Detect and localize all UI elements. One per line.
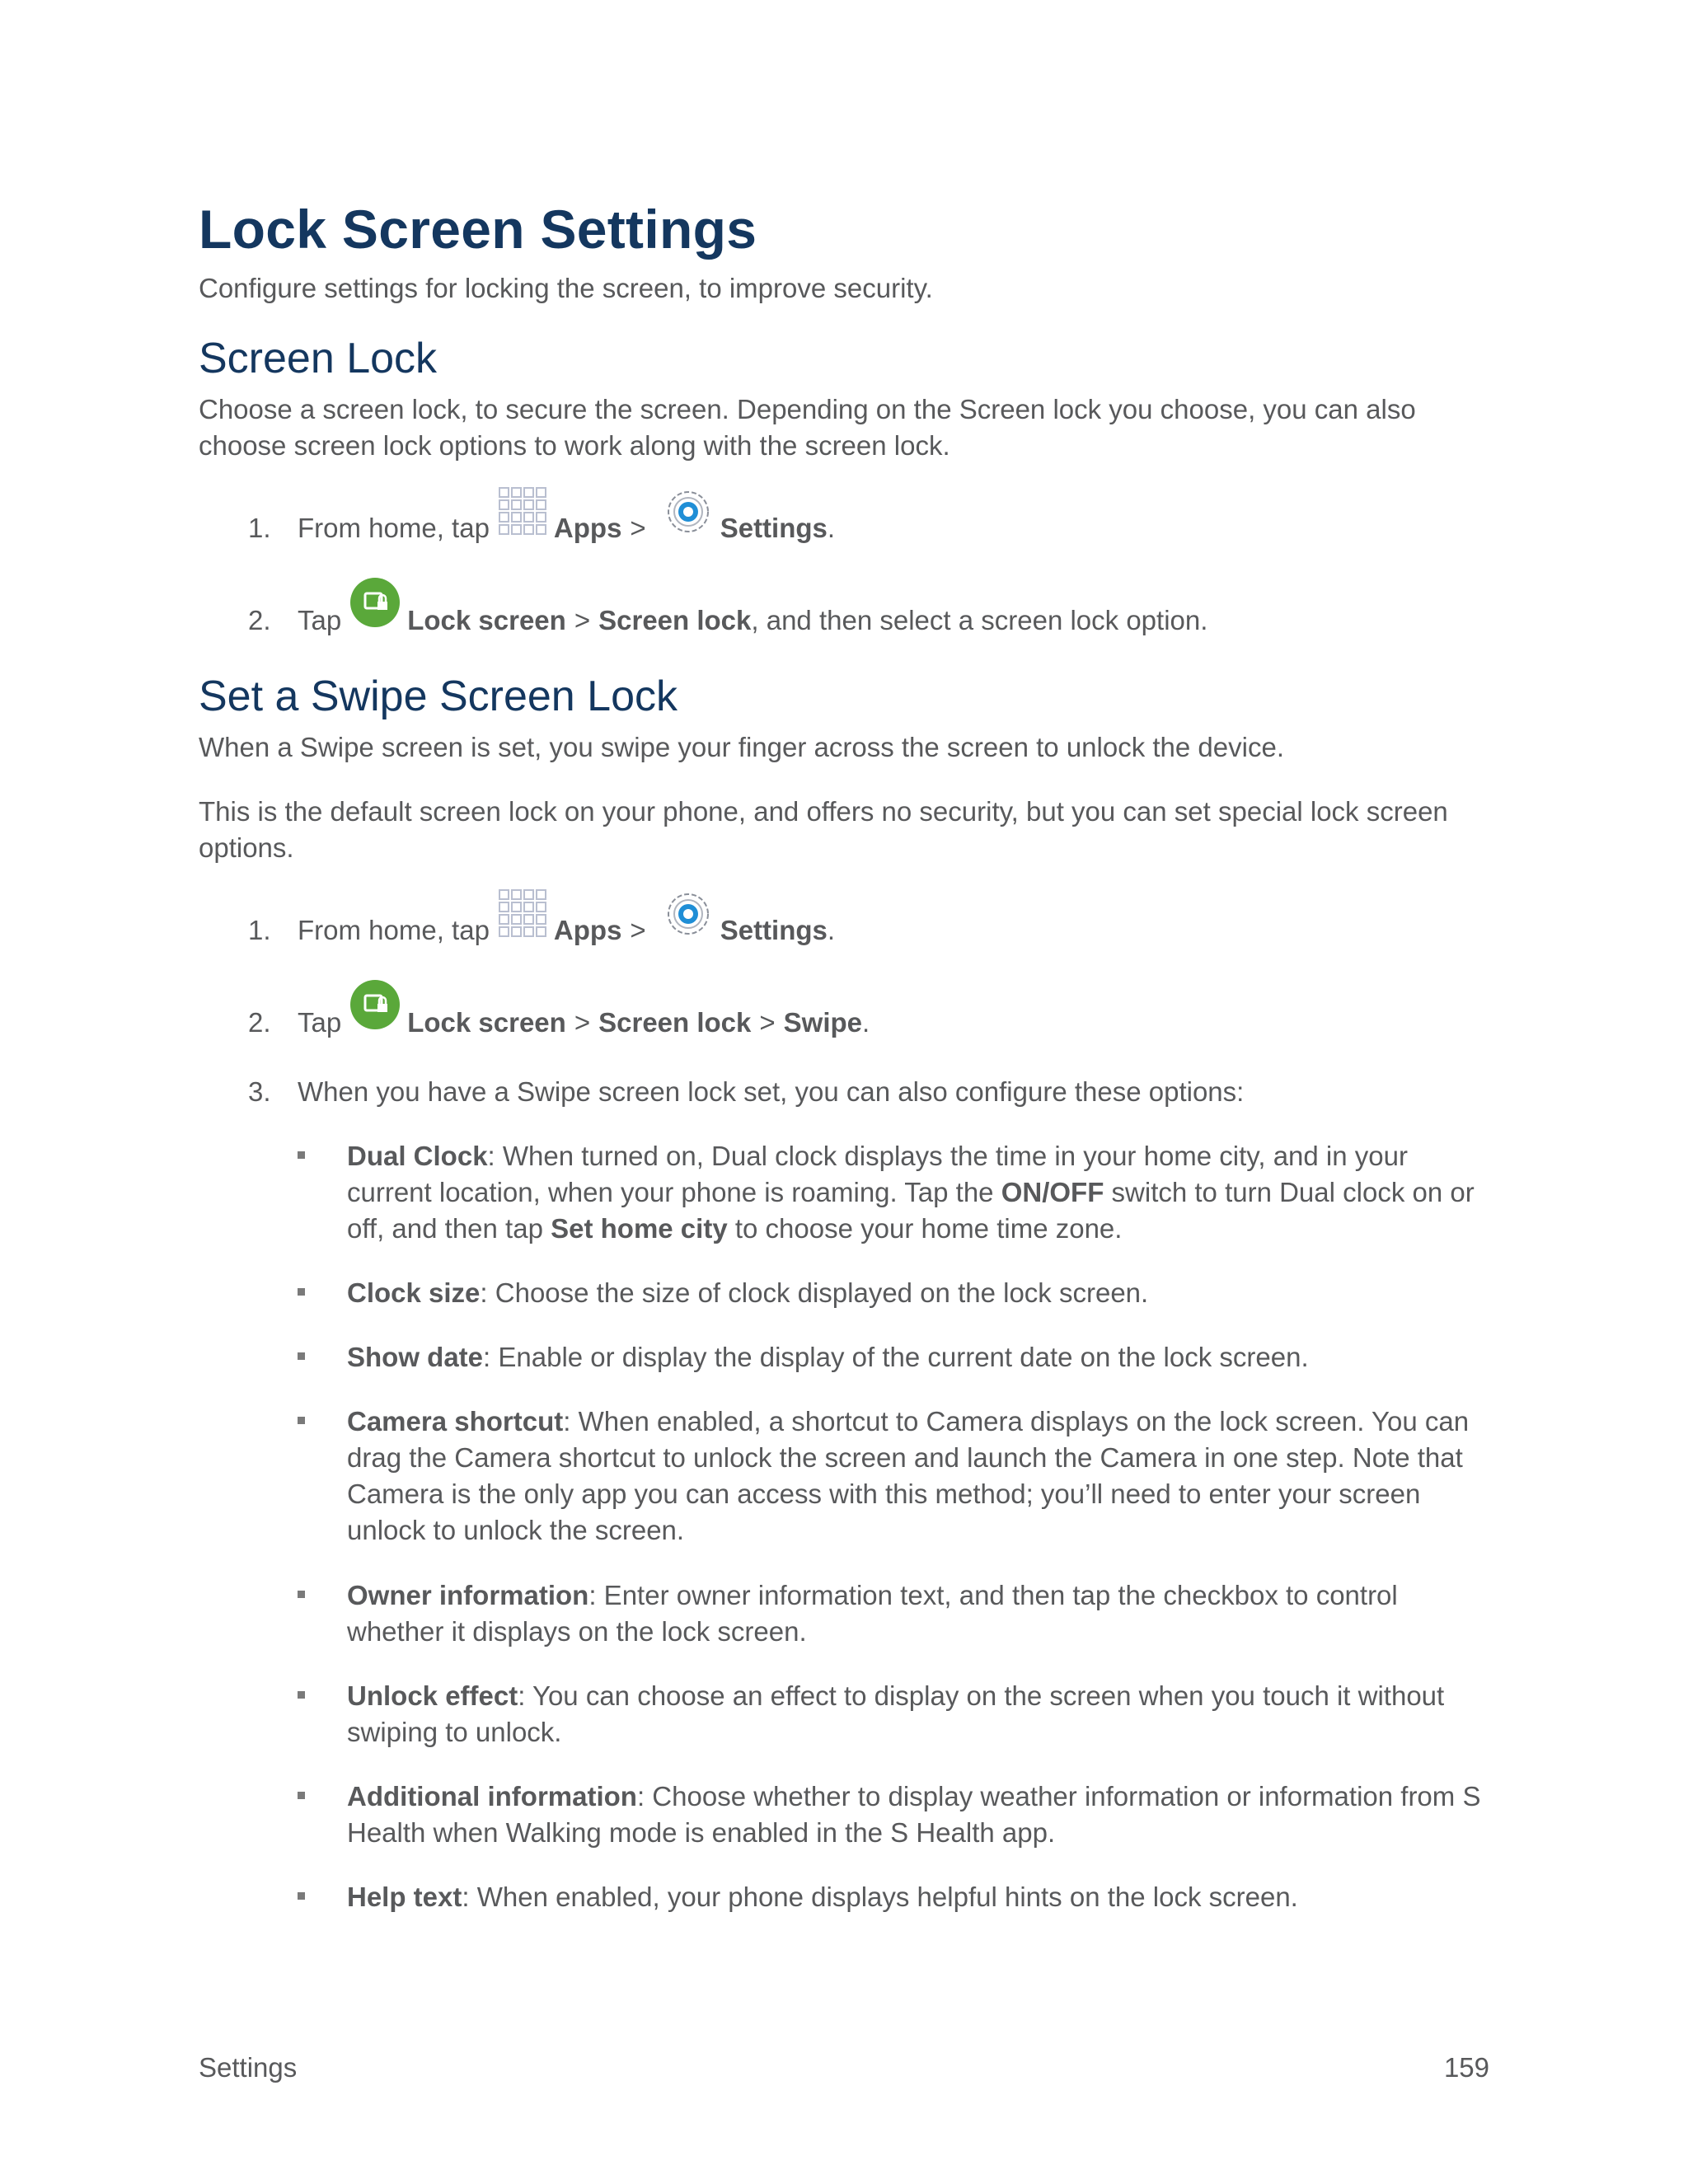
step-text: From home, tap	[298, 915, 490, 945]
step-end: , and then select a screen lock option.	[751, 605, 1208, 635]
step-text: From home, tap	[298, 513, 490, 543]
separator: >	[630, 915, 646, 945]
separator: >	[574, 605, 591, 635]
option-bold: Set home city	[551, 1213, 728, 1244]
step-number: 2.	[248, 605, 271, 635]
swipe-label: Swipe	[783, 1007, 863, 1038]
step-text: Tap	[298, 605, 342, 635]
apps-grid-icon	[498, 888, 547, 949]
bullet-marker	[298, 1352, 305, 1360]
option-desc: : You can choose an effect to display on the screen when you touch it without swiping to unlock.	[347, 1680, 1445, 1747]
lock-screen-label: Lock screen	[407, 1007, 566, 1038]
bullet-marker	[298, 1591, 305, 1598]
separator: >	[630, 513, 646, 543]
settings-gear-icon	[663, 486, 714, 546]
step-text: When you have a Swipe screen lock set, you can also configure these options:	[298, 1076, 1245, 1107]
step-number: 1.	[248, 915, 271, 945]
screen-lock-step-1	[248, 486, 835, 546]
settings-gear-icon	[663, 888, 714, 949]
option-term: Clock size	[347, 1277, 481, 1308]
option-desc: : Choose whether to display weather information or information from S Health when Walking mode is enabled in the S Health app.	[347, 1781, 1481, 1848]
footer-section-name: Settings	[199, 2052, 298, 2083]
screen-lock-body: Choose a screen lock, to secure the screen. Depending on the Screen lock you choose, you can also choose screen lock options to work along with the screen lock.	[199, 394, 1416, 461]
screen-lock-label: Screen lock	[598, 1007, 752, 1038]
step-end: .	[827, 513, 836, 543]
option-term: Additional information	[347, 1781, 637, 1811]
settings-label: Settings	[720, 915, 828, 945]
bullet-marker	[298, 1288, 305, 1296]
step-end: .	[827, 915, 836, 945]
section-heading-swipe: Set a Swipe Screen Lock	[199, 673, 678, 720]
step-end: .	[862, 1007, 870, 1038]
step-text: Tap	[298, 1007, 342, 1038]
option-desc: : Choose the size of clock displayed on the lock screen.	[480, 1277, 1149, 1308]
option-term: Dual Clock	[347, 1141, 488, 1171]
bullet-marker	[298, 1151, 305, 1159]
option-text	[347, 1879, 1493, 1915]
separator: >	[759, 1007, 776, 1038]
option-desc: : When enabled, a shortcut to Camera displays on the lock screen. You can drag the Camera shortcut to unlock the screen and launch the Camera in one step. Note that Camera is the only app you can access with this method; you’ll need to enter your screen unlock to unlock the screen.	[347, 1406, 1470, 1545]
option-term: Owner information	[347, 1580, 589, 1610]
lock-screen-label: Lock screen	[407, 605, 566, 635]
apps-label: Apps	[553, 513, 622, 543]
option-desc: switch to turn Dual clock on or off, and then tap	[347, 1177, 1475, 1244]
step-number: 1.	[248, 513, 271, 543]
screen-lock-step-2	[248, 577, 1207, 639]
intro-text: Configure settings for locking the screen, to improve security.	[199, 273, 933, 303]
swipe-step-1	[248, 888, 835, 949]
option-text	[347, 1577, 1493, 1650]
option-desc: : When enabled, your phone displays helpful hints on the lock screen.	[462, 1882, 1298, 1912]
settings-label: Settings	[720, 513, 828, 543]
option-term: Unlock effect	[347, 1680, 518, 1711]
step-number: 3.	[248, 1076, 271, 1107]
footer-page-number: 159	[1443, 2052, 1489, 2083]
bullet-marker	[298, 1417, 305, 1424]
option-desc: : When turned on, Dual clock displays the time in your home city, and in your current location, when your phone is roaming. Tap the	[347, 1141, 1408, 1207]
option-text	[347, 1275, 1493, 1311]
apps-label: Apps	[553, 915, 622, 945]
option-text	[347, 1779, 1493, 1851]
option-term: Help text	[347, 1882, 462, 1912]
separator: >	[574, 1007, 591, 1038]
option-term: Show date	[347, 1342, 484, 1372]
step-number: 2.	[248, 1007, 271, 1038]
option-term: Camera shortcut	[347, 1406, 564, 1436]
bullet-marker	[298, 1792, 305, 1799]
swipe-step-2	[248, 979, 870, 1041]
option-bold: ON/OFF	[1001, 1177, 1104, 1207]
section-heading-screen-lock: Screen Lock	[199, 335, 438, 382]
apps-grid-icon	[498, 486, 547, 546]
bullet-marker	[298, 1892, 305, 1900]
bullet-marker	[298, 1691, 305, 1699]
option-desc: : Enable or display the display of the current date on the lock screen.	[483, 1342, 1309, 1372]
option-desc: to choose your home time zone.	[727, 1213, 1123, 1244]
option-text	[347, 1138, 1493, 1247]
lock-screen-icon	[349, 979, 401, 1041]
swipe-body-2: This is the default screen lock on your phone, and offers no security, but you can set special lock screen options.	[199, 796, 1448, 863]
screen-lock-label: Screen lock	[598, 605, 752, 635]
swipe-body-1: When a Swipe screen is set, you swipe your finger across the screen to unlock the device.	[199, 732, 1284, 762]
swipe-step-3	[248, 1074, 1244, 1110]
option-desc: : Enter owner information text, and then tap the checkbox to control whether it displays on the lock screen.	[347, 1580, 1398, 1647]
option-text	[347, 1404, 1493, 1549]
option-text	[347, 1339, 1493, 1376]
option-text	[347, 1678, 1493, 1750]
lock-screen-icon	[349, 577, 401, 639]
page-title: Lock Screen Settings	[199, 199, 757, 260]
